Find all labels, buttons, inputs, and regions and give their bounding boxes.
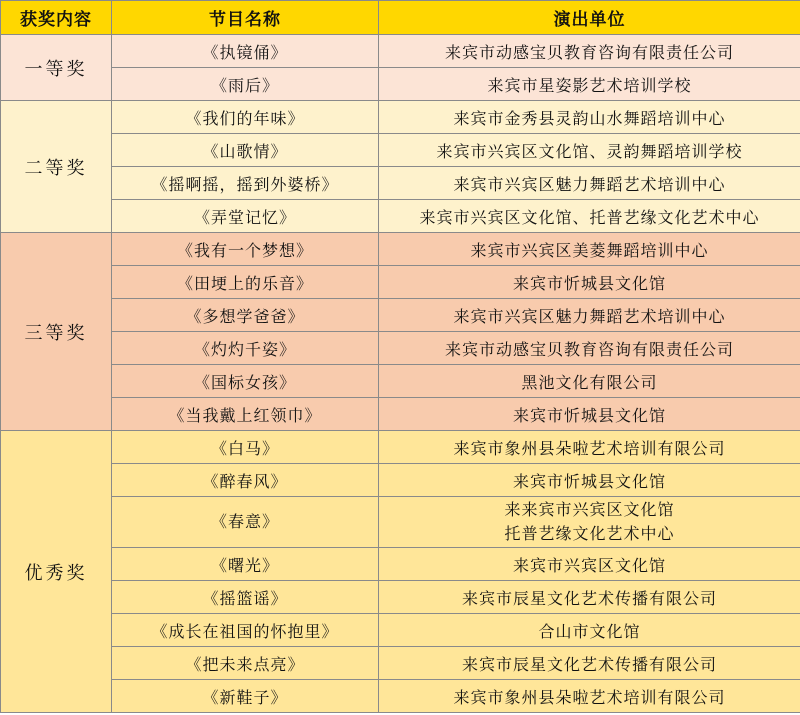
award-category: 一等奖 [1,35,112,101]
performing-unit-line: 来宾市象州县朵啦艺术培训有限公司 [453,438,726,458]
performing-unit-line: 来宾市动感宝贝教育咨询有限责任公司 [444,42,734,62]
table-row [1,581,800,614]
performing-unit-line: 来宾市金秀县灵韵山水舞蹈培训中心 [453,108,726,128]
award-category: 三等奖 [1,233,112,431]
table-row [1,200,800,233]
performing-unit-line: 来宾市动感宝贝教育咨询有限责任公司 [444,339,734,359]
performing-unit [379,581,800,614]
header-unit: 演出单位 [379,1,800,35]
performing-unit [379,680,800,713]
table-row [1,548,800,581]
program-name: 《多想学爸爸》 [112,299,379,332]
table-row [1,68,800,101]
table-row [1,431,800,464]
table-row [1,266,800,299]
program-name: 《摇篮谣》 [112,581,379,614]
performing-unit-line: 合山市文化馆 [538,621,641,641]
performing-unit [379,167,800,200]
performing-unit-line: 来宾市兴宾区魅力舞蹈艺术培训中心 [453,174,726,194]
table-row [1,614,800,647]
performing-unit-line: 来宾市兴宾区魅力舞蹈艺术培训中心 [453,306,726,326]
award-category: 优秀奖 [1,431,112,713]
program-name: 《成长在祖国的怀抱里》 [112,614,379,647]
performing-unit [379,548,800,581]
program-name: 《灼灼千姿》 [112,332,379,365]
program-name: 《曙光》 [112,548,379,581]
table-row [1,35,800,68]
performing-unit-line: 来来宾市兴宾区文化馆 [504,500,675,519]
performing-unit [379,68,800,101]
header-category: 获奖内容 [1,1,112,35]
program-name: 《田埂上的乐音》 [112,266,379,299]
performing-unit [379,398,800,431]
performing-unit [379,647,800,680]
performing-unit [379,233,800,266]
table-row [1,464,800,497]
table-row [1,101,800,134]
program-name: 《白马》 [112,431,379,464]
table-row [1,398,800,431]
performing-unit-line: 来宾市辰星文化艺术传播有限公司 [461,588,717,608]
program-name: 《雨后》 [112,68,379,101]
table-row [1,167,800,200]
performing-unit-line: 来宾市兴宾区文化馆、托普艺缘文化艺术中心 [419,207,760,227]
table-body [1,35,800,713]
performing-unit-line: 来宾市星姿影艺术培训学校 [487,75,692,95]
performing-unit-line: 托普艺缘文化艺术中心 [504,524,675,543]
performing-unit-line: 来宾市忻城县文化馆 [512,471,666,491]
table-row [1,134,800,167]
table-row [1,680,800,713]
program-name: 《弄堂记忆》 [112,200,379,233]
table-row [1,647,800,680]
program-name: 《执镜俑》 [112,35,379,68]
table-row [1,332,800,365]
performing-unit [379,134,800,167]
header-program: 节目名称 [112,1,379,35]
performing-unit-line: 来宾市忻城县文化馆 [512,273,666,293]
performing-unit-line: 来宾市兴宾区美菱舞蹈培训中心 [470,240,709,260]
award-category: 二等奖 [1,101,112,233]
performing-unit [379,497,800,548]
performing-unit-line: 来宾市兴宾区文化馆、灵韵舞蹈培训学校 [436,141,743,161]
performing-unit [379,200,800,233]
performing-unit-line: 黑池文化有限公司 [521,372,658,392]
performing-unit [379,614,800,647]
table-row [1,365,800,398]
performing-unit [379,101,800,134]
program-name: 《醉春风》 [112,464,379,497]
performing-unit-line: 来宾市象州县朵啦艺术培训有限公司 [453,687,726,707]
performing-unit [379,332,800,365]
performing-unit [379,365,800,398]
program-name: 《春意》 [112,497,379,548]
program-name: 《国标女孩》 [112,365,379,398]
header-row [1,1,800,35]
program-name: 《把未来点亮》 [112,647,379,680]
performing-unit [379,35,800,68]
table-row [1,233,800,266]
performing-unit [379,299,800,332]
performing-unit [379,266,800,299]
program-name: 《我们的年味》 [112,101,379,134]
program-name: 《山歌情》 [112,134,379,167]
table-row [1,497,800,548]
performing-unit-line: 来宾市辰星文化艺术传播有限公司 [461,654,717,674]
program-name: 《摇啊摇，摇到外婆桥》 [112,167,379,200]
performing-unit [379,464,800,497]
table-row [1,299,800,332]
performing-unit-line: 来宾市兴宾区文化馆 [512,555,666,575]
program-name: 《新鞋子》 [112,680,379,713]
program-name: 《我有一个梦想》 [112,233,379,266]
program-name: 《当我戴上红领巾》 [112,398,379,431]
performing-unit-line: 来宾市忻城县文化馆 [512,405,666,425]
performing-unit [379,431,800,464]
